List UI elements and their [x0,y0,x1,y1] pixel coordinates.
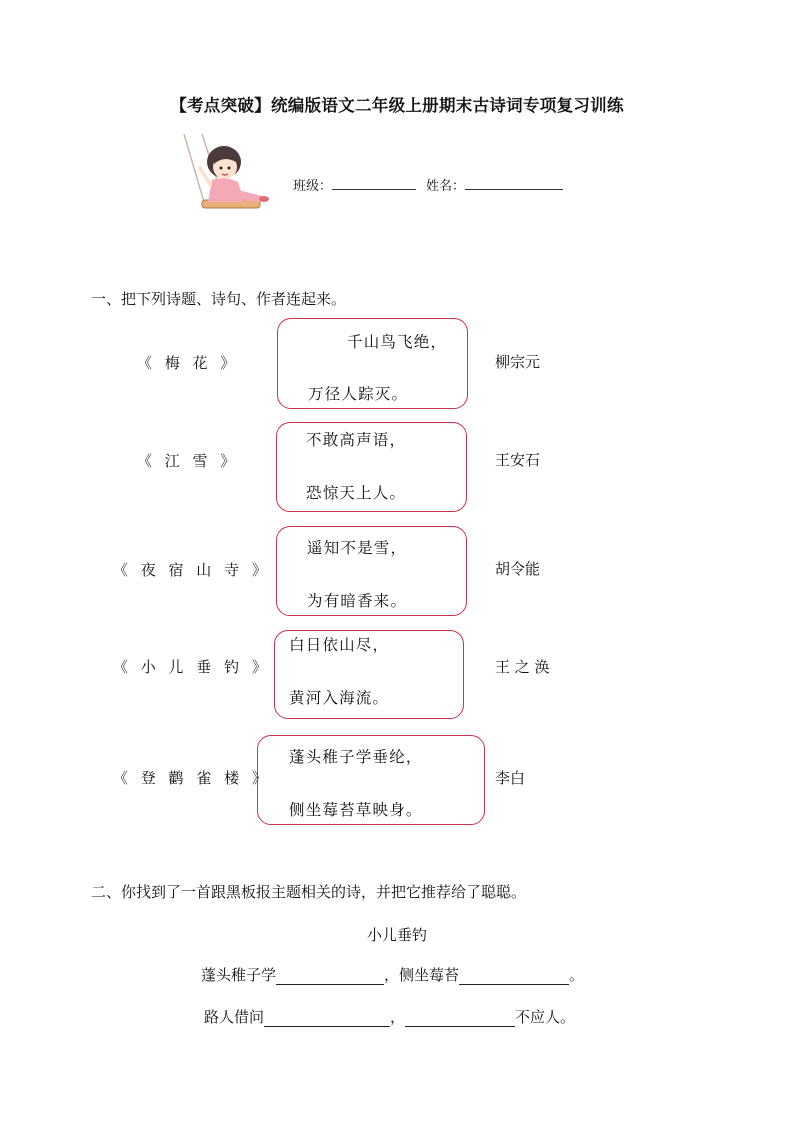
fill-text: 路人借问 [204,1008,265,1026]
fill-line-2 [204,1006,575,1027]
verse-line: 千山鸟飞绝， [347,333,448,351]
verse-line: 万径人踪灭。 [308,385,409,403]
verse-line: 蓬头稚子学垂纶， [289,748,423,766]
poem-title-jiangxue: 《 江 雪 》 [137,452,240,470]
verse-line: 侧坐莓苔草映身。 [289,801,423,819]
author-liuzongyuan: 柳宗元 [495,353,541,371]
poem-title-fill: 小儿垂钓 [366,926,427,944]
fill-text: 不应人。 [515,1008,576,1026]
poem-title-xiaoerchuidiao: 《 小 儿 垂 钓 》 [113,658,271,676]
worksheet-title: 【考点突破】统编版语文二年级上册期末古诗词专项复习训练 [170,96,624,115]
author-libai: 李白 [495,769,526,787]
section1-heading: 一、把下列诗题、诗句、作者连起来。 [91,290,347,308]
class-label: 班级： [293,179,333,194]
answer-blank-4[interactable] [405,1010,515,1027]
answer-blank-3[interactable] [264,1010,390,1027]
name-blank[interactable] [465,175,563,190]
fill-text: ，侧坐莓苔 [384,966,460,984]
answer-blank-2[interactable] [459,968,569,985]
verse-line: 遥知不是雪， [307,539,408,557]
fill-text: 。 [569,966,585,984]
author-hulingneng: 胡令能 [495,560,541,578]
verse-line: 恐惊天上人。 [306,484,407,502]
fill-text: 蓬头稚子学 [201,966,277,984]
poem-title-yesushansi: 《 夜 宿 山 寺 》 [113,561,271,579]
verse-line: 白日依山尽， [289,636,390,654]
verse-line: 为有暗香来。 [307,592,408,610]
class-blank[interactable] [332,175,416,190]
author-wanganshi: 王安石 [495,451,541,469]
answer-blank-1[interactable] [276,968,384,985]
name-label: 姓名： [426,179,466,194]
girl-on-swing-illustration [162,132,270,224]
student-info-line [293,175,563,194]
verse-line: 黄河入海流。 [289,689,390,707]
fill-text: ， [390,1008,406,1026]
section2-heading: 二、你找到了一首跟黑板报主题相关的诗，并把它推荐给了聪聪。 [91,883,527,901]
poem-title-dengguanquelou: 《 登 鹳 雀 楼 》 [113,769,271,787]
verse-line: 不敢高声语， [306,431,407,449]
author-wangzhihuan: 王 之 涣 [495,658,550,676]
fill-line-1 [201,964,584,985]
poem-title-meihua: 《 梅 花 》 [137,354,240,372]
